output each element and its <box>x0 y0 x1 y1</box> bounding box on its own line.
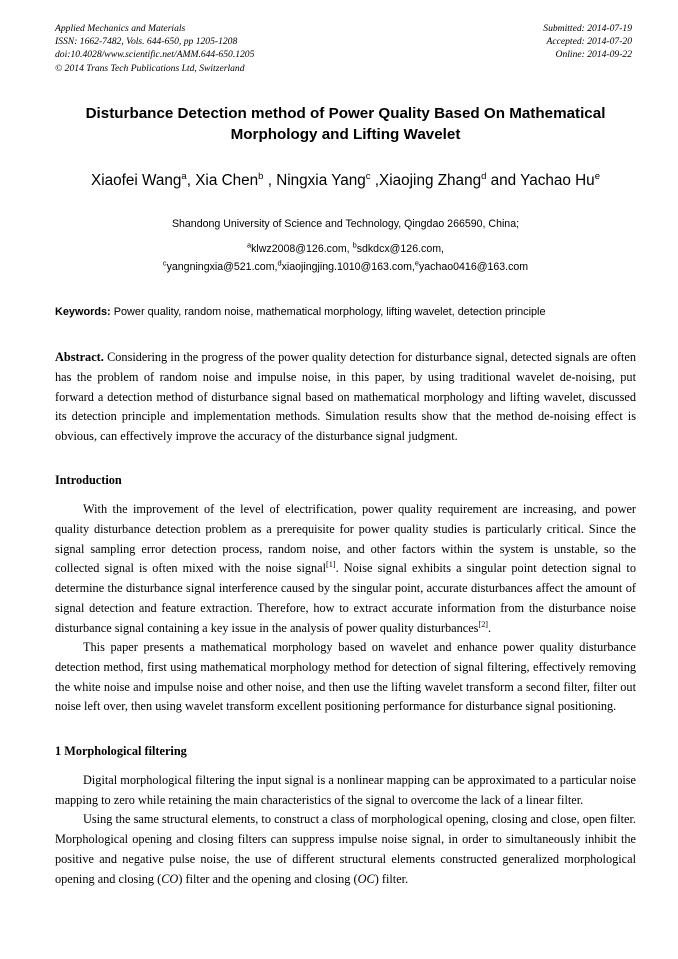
sections-container <box>55 471 636 889</box>
paragraph-text: This paper presents a mathematical morphology based on wavelet and enhance power quality disturbance detection method, first using mathematical morphology method for detection of signal filtering, effectively removing the white noise and impulse noise and other noise, and then use the lifting wavelet transform a second filter, filter out noise left over, then using wavelet transform excellent positioning performance for disturbance signal positioning. <box>55 640 636 714</box>
email-line-1 <box>55 240 636 258</box>
email-line-2 <box>55 258 636 276</box>
email-address: yachao0416@163.com <box>418 260 529 273</box>
email-marker: d <box>277 258 282 268</box>
body-paragraph <box>55 500 636 638</box>
citation-reference: [2] <box>478 619 489 629</box>
journal-doi: doi:10.4028/www.scientific.net/AMM.644-650.1205 <box>55 49 255 61</box>
author-separator: , <box>186 171 196 189</box>
paragraph-text: With the improvement of the level of electrification, power quality requirement are increasing, and power quality disturbance detection problem as a prerequisite for power quality studies is particularly critical. Since the signal sampling error detection process, random noise, and other factors within the system is unstable, so the collected signal is often mixed with the noise signal <box>55 502 636 576</box>
author-name: Ningxia Yang <box>276 171 366 189</box>
accepted-date: Accepted: 2014-07-20 <box>546 36 632 48</box>
email-marker: c <box>162 258 167 268</box>
paragraph-text: . <box>488 620 492 635</box>
paragraph-text: Digital morphological filtering the input signal is a nonlinear mapping can be approximated to a particular noise mapping to zero while retaining the main characteristics of the signal to overcome the lack of a linear filter. <box>55 773 636 807</box>
journal-header-right <box>543 22 636 62</box>
keywords-block <box>55 304 636 322</box>
paragraph-text: . Noise signal exhibits a singular point detection signal to determine the disturbance signal interference caused by the singular point, accurate disturbances affect the amount of signal detection and feature extraction. Therefore, how to extract accurate information from the disturbance noise disturbance signal containing a key issue in the analysis of power quality disturbances <box>55 561 637 635</box>
page-title: Disturbance Detection method of Power Quality Based On Mathematical Morphology and Lifting Wavelet <box>85 104 606 143</box>
submitted-date: Submitted: 2014-07-19 <box>543 23 632 34</box>
italic-term: CO <box>161 871 179 886</box>
author-separator: and <box>486 171 521 189</box>
section-heading: 1 Morphological filtering <box>55 744 187 759</box>
author-emails <box>55 240 636 276</box>
paragraph-text: ) filter. <box>374 871 409 886</box>
journal-name: Applied Mechanics and Materials <box>55 23 186 34</box>
author-separator: , <box>263 171 277 189</box>
author-affiliation-marker: d <box>481 170 487 182</box>
affiliation: Shandong University of Science and Technology, Qingdao 266590, China; <box>171 217 520 230</box>
author-affiliation-marker: c <box>365 170 371 182</box>
author-name: Xia Chen <box>195 171 259 189</box>
keywords-label: Keywords: <box>55 305 111 318</box>
journal-copyright: © 2014 Trans Tech Publications Ltd, Switzerland <box>55 62 245 74</box>
author-affiliation-marker: e <box>594 170 600 182</box>
journal-header <box>55 22 636 75</box>
journal-issn: ISSN: 1662-7482, Vols. 644-650, pp 1205-1208 <box>55 36 238 48</box>
author-name: Yachao Hu <box>520 171 595 189</box>
email-address: sdkdcx@126.com, <box>356 242 444 255</box>
email-marker: b <box>352 240 357 250</box>
email-address: yangningxia@521.com, <box>166 260 278 273</box>
abstract-label: Abstract. <box>55 350 104 365</box>
italic-term: OC <box>357 871 375 886</box>
author-affiliation-marker: a <box>181 170 187 182</box>
email-address: klwz2008@126.com, <box>251 242 353 255</box>
author-list <box>55 171 636 191</box>
author-affiliation-marker: b <box>258 170 264 182</box>
author-name: Xiaofei Wang <box>91 171 182 189</box>
body-paragraph <box>55 771 636 810</box>
email-address: xiaojingjing.1010@163.com, <box>281 260 415 273</box>
email-marker: a <box>247 240 252 250</box>
section-heading: Introduction <box>55 473 122 488</box>
abstract-block <box>55 348 636 446</box>
abstract-text: Considering in the progress of the power quality detection for disturbance signal, detected signals are often has the problem of random noise and impulse noise, in this paper, by using traditional wavelet de-noising, put forward a detection method of disturbance signal based on mathematical morphology and lifting wavelet, discussed its detection principle and implementation methods. Simulation results show that the method de-noising effect is obvious, can effectively improve the accuracy of the disturbance signal judgment. <box>55 350 636 443</box>
author-name: Xiaojing Zhang <box>379 171 482 189</box>
body-paragraph <box>55 638 636 717</box>
email-marker: e <box>414 258 419 268</box>
keywords-text: Power quality, random noise, mathematical morphology, lifting wavelet, detection principle <box>110 305 546 318</box>
author-separator: , <box>370 171 380 189</box>
body-paragraph <box>55 810 636 889</box>
paragraph-text: Using the same structural elements, to construct a class of morphological opening, closing and close, open filter. Morphological opening and closing filters can suppress impulse noise signal, in order to simultaneously inhibit the positive and negative pulse noise, the use of different structural elements constructed generalized morphological opening and closing ( <box>55 812 636 886</box>
paragraph-text: ) filter and the opening and closing ( <box>178 871 358 886</box>
citation-reference: [1] <box>326 560 336 570</box>
online-date: Online: 2014-09-22 <box>555 49 632 61</box>
journal-header-left <box>55 22 254 75</box>
